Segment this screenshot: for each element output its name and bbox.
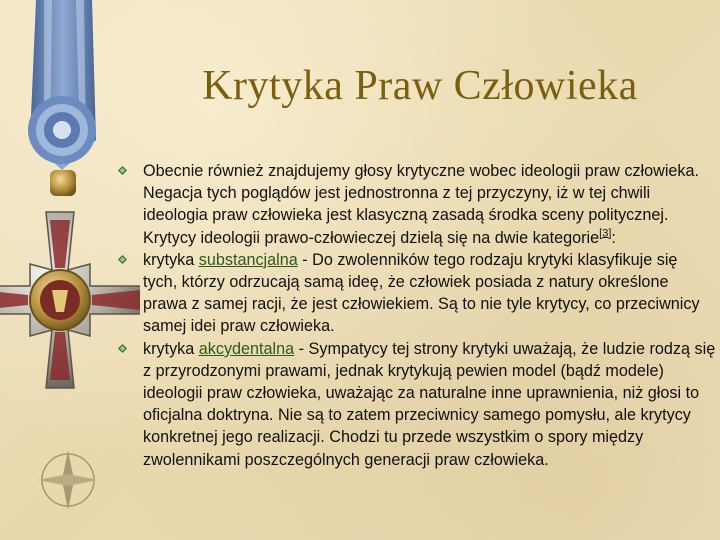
bullet-text: krytyka xyxy=(143,339,199,358)
diamond-bullet-icon xyxy=(118,344,127,353)
bullet-item xyxy=(118,249,716,338)
substancjalna-link[interactable]: substancjalna xyxy=(198,250,298,269)
diamond-bullet-icon xyxy=(118,166,127,175)
akcydentalna-link[interactable]: akcydentalna xyxy=(198,339,295,358)
bullet-text: krytyka xyxy=(143,250,199,269)
bullet-item xyxy=(118,160,716,249)
diamond-bullet-icon xyxy=(118,255,127,264)
bullet-text-tail: - Sympatycy tej strony krytyki uważają, że ludzie rodzą się z przyrodzonymi prawami, jednak krytykują pewien model (bądź modele) ideologii praw człowieka, uważając za naturalne inne uprawnienia, niż głosi to oficjalna doktryna. Nie są to zatem przeciwnicy samego pomysłu, ale krytycy konkretnej jego realizacji. Chodzi tu przede wszystkim o spory między zwolennikami poszczególnych generacji praw człowieka. xyxy=(143,339,716,469)
slide-title: Krytyka Praw Człowieka xyxy=(202,63,638,109)
bullet-list xyxy=(118,160,716,471)
bullet-text-tail: : xyxy=(611,228,616,247)
bullet-text-tail: - Do zwolenników tego rodzaju krytyki klasyfikuje się tych, którzy odrzucają samą ideę, że człowiek posiada z natury określone prawa z samej racji, że jest człowiekiem. Są to nie tyle krytycy, co przeciwnicy samej idei praw człowieka. xyxy=(143,250,700,336)
bullet-text: Obecnie również znajdujemy głosy krytyczne wobec ideologii praw człowieka. Negacja tych poglądów jest jednostronna z tej przyczyny, iż w tej chwili ideologia praw człowieka jest klasyczną zasadą środka sceny politycznej. Krytycy ideologii prawo-człowieczej dzielą się na dwie kategorie xyxy=(143,162,700,247)
bullet-item xyxy=(118,338,716,471)
footnote-link[interactable]: [3] xyxy=(599,227,612,240)
